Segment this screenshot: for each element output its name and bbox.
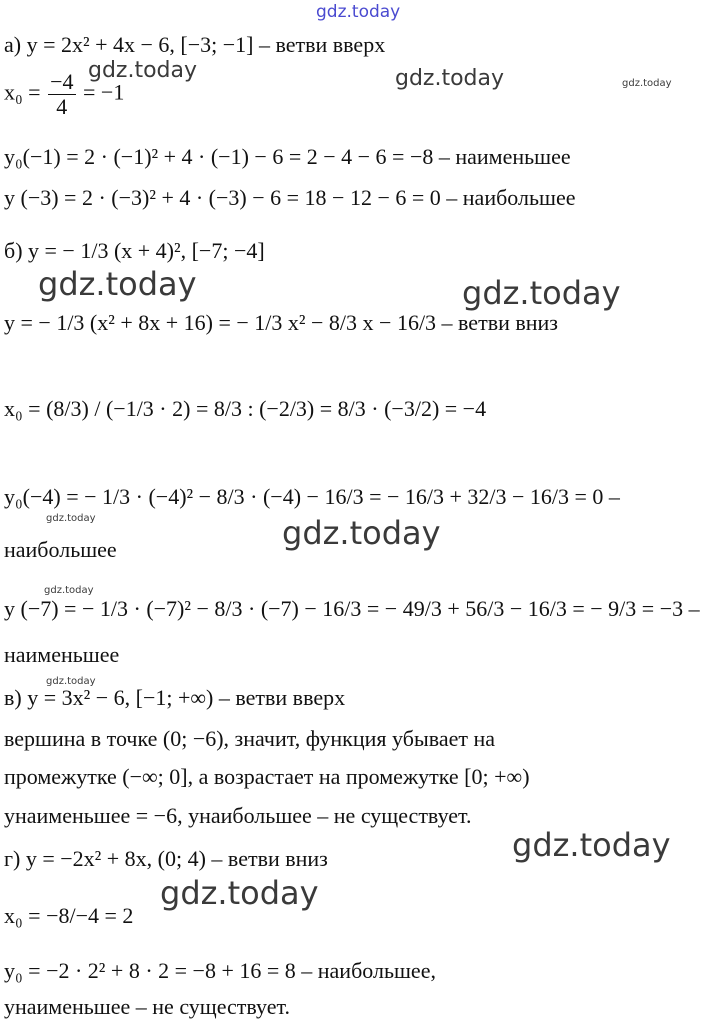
watermark: gdz.today xyxy=(622,78,672,89)
line-b2: y = − 1/3 (x² + 8x + 16) = − 1/3 x² − 8/3 x − 16/3 – ветви вниз xyxy=(4,310,558,335)
line-v3: промежутке (−∞; 0], а возрастает на промежутке [0; +∞) xyxy=(4,764,530,789)
line-v1: в) y = 3x² − 6, [−1; +∞) – ветви вверх xyxy=(4,685,346,710)
line-b3: x₀ = (8/3) / (−1/3 · 2) = 8/3 : (−2/3) = 8/3 · (−3/2) = −4 xyxy=(4,396,487,421)
denominator: 4 xyxy=(56,94,68,119)
watermark: gdz.today xyxy=(282,514,441,552)
x0-label: x₀ = xyxy=(4,79,41,105)
watermark: gdz.today xyxy=(395,66,505,91)
line-a1: а) y = 2x² + 4x − 6, [−3; −1] – ветви вверх xyxy=(4,32,386,57)
line-g1: г) y = −2x² + 8x, (0; 4) – ветви вниз xyxy=(4,846,328,871)
line-b5: наибольшее xyxy=(4,537,117,562)
line-g2: x₀ = −8/−4 = 2 xyxy=(4,903,134,928)
fraction xyxy=(48,70,75,119)
watermark: gdz.today xyxy=(512,826,671,864)
line-a4: y (−3) = 2 · (−3)² + 4 · (−3) − 6 = 18 − 12 − 6 = 0 – наибольшее xyxy=(4,185,576,210)
numerator: −4 xyxy=(50,69,74,94)
watermark: gdz.today xyxy=(316,2,401,22)
watermark: gdz.today xyxy=(46,676,96,687)
line-b4: y₀(−4) = − 1/3 · (−4)² − 8/3 · (−4) − 16/3 = − 16/3 + 32/3 − 16/3 = 0 – xyxy=(4,484,620,509)
line-b6: y (−7) = − 1/3 · (−7)² − 8/3 · (−7) − 16/3 = − 49/3 + 56/3 − 16/3 = − 9/3 = −3 – xyxy=(4,596,700,621)
line-v2: вершина в точке (0; −6), значит, функция убывает на xyxy=(4,726,496,751)
watermark: gdz.today xyxy=(160,874,319,912)
line-a2 xyxy=(4,70,124,119)
watermark: gdz.today xyxy=(44,585,94,596)
line-g3: y₀ = −2 · 2² + 8 · 2 = −8 + 16 = 8 – наибольшее, xyxy=(4,958,436,983)
watermark: gdz.today xyxy=(38,265,197,303)
line-a3: y₀(−1) = 2 · (−1)² + 4 · (−1) − 6 = 2 − 4 − 6 = −8 – наименьшее xyxy=(4,144,571,169)
watermark: gdz.today xyxy=(462,274,621,312)
x0-value: = −1 xyxy=(83,79,125,105)
watermark: gdz.today xyxy=(88,58,198,83)
watermark: gdz.today xyxy=(46,513,96,524)
line-b1: б) y = − 1/3 (x + 4)², [−7; −4] xyxy=(4,238,265,263)
line-v4: yнаименьшее = −6, yнаибольшее – не существует. xyxy=(4,803,472,828)
line-b7: наименьшее xyxy=(4,642,120,667)
line-g4: yнаименьшее – не существует. xyxy=(4,994,290,1019)
